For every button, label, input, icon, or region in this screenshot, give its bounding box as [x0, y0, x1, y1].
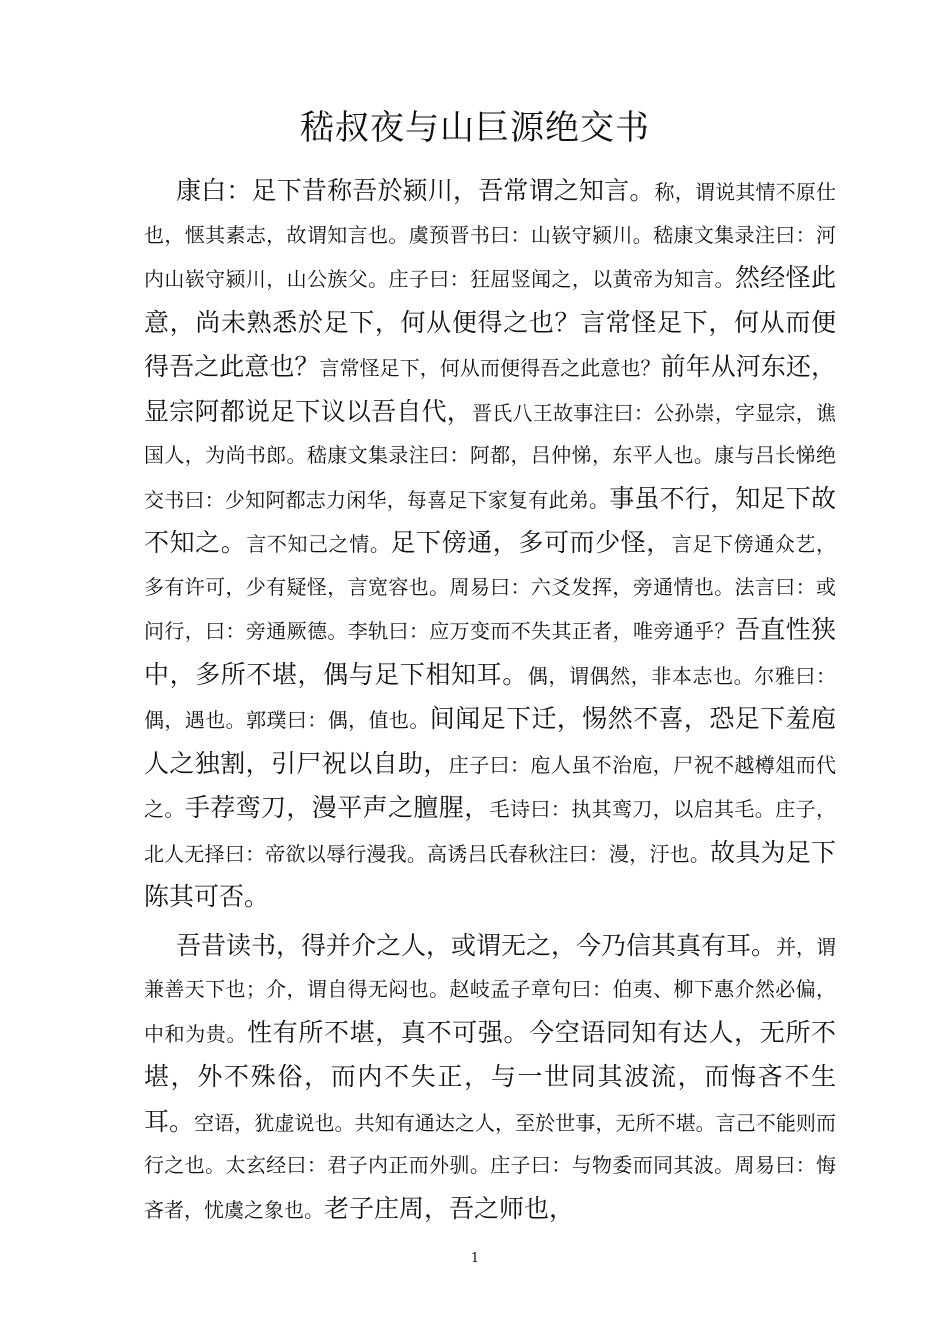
document-body — [144, 170, 836, 1236]
page-title: 嵇叔夜与山巨源绝交书 — [300, 108, 650, 148]
annotation-text: 言常怪足下，何从而便得吾之此意也？ — [319, 356, 661, 380]
annotation-text: 言足下傍通众艺，多有许可，少有疑怪，言宽容也。周易曰：六爻发挥，旁通情也。法言曰：或问行，曰：旁通厥德。李轨曰：应万变而不失其正者，唯旁通乎？ — [144, 532, 836, 643]
main-text: 事虽不行，知足下故不知之。 — [144, 483, 836, 557]
annotation-text: 偶，谓偶然，非本志也。尔雅曰：偶，遇也。郭璞曰：偶，值也。 — [144, 663, 836, 732]
page-number: 1 — [470, 1251, 480, 1266]
paragraph — [144, 170, 836, 921]
annotation-text: 并，谓兼善天下也；介，谓自得无闷也。赵岐孟子章句曰：伯夷、柳下惠介然必偏，中和为贵。 — [144, 934, 837, 1046]
annotation-text: 庄子曰：庖人虽不治庖，尸祝不越樽俎而代之。 — [144, 752, 836, 821]
annotation-text: 空语，犹虚说也。共知有通达之人，至於世事，无所不堪。言己不能则而行之也。太玄经曰：君子内正而外驯。庄子曰：与物委而同其波。周易曰：悔吝者，忧虞之象也。 — [144, 1110, 836, 1222]
main-text: 足下傍通，多可而少怪， — [390, 528, 672, 557]
main-text: 吾直性狭中，多所不堪，偶与足下相知耳。 — [144, 615, 836, 689]
annotation-text: 晋氏八王故事注曰：公孙崇，字显宗，谯国人，为尚书郎。嵇康文集录注曰：阿都，吕仲悌，东平人也。康与吕长悌绝交书曰：少知阿都志力闲华，每喜足下家复有此弟。 — [144, 400, 836, 512]
main-text: 故具为足下陈其可否。 — [144, 837, 836, 911]
main-text: 间闻足下迁，惕然不喜，恐足下羞庖人之独割，引尸祝以自助， — [144, 704, 836, 778]
main-text: 手荐鸾刀，漫平声之膻腥， — [184, 793, 490, 822]
main-text: 性有所不堪，真不可强。今空语同知有达人，无所不堪，外不殊俗，而内不失正，与一世同其波流，而悔吝不生耳。 — [144, 1017, 836, 1136]
main-text: 康白：足下昔称吾於颍川，吾常谓之知言。 — [176, 176, 655, 205]
main-text: 吾昔读书，得并介之人，或谓无之，今乃信其真有耳。 — [176, 930, 777, 960]
paragraph — [144, 925, 836, 1233]
annotation-text: 称，谓说其情不原仕也，惬其素志，故谓知言也。虞预晋书曰：山嵚守颍川。嵇康文集录注曰：河内山嵚守颍川，山公族父。庄子曰：狂屈竖闻之，以黄帝为知言。 — [144, 180, 836, 291]
main-text: 老子庄周，吾之师也， — [324, 1193, 575, 1223]
annotation-text: 毛诗曰：执其鸾刀，以启其毛。庄子，北人无择曰：帝欲以辱行漫我。高诱吕氏春秋注曰：漫，汙也。 — [144, 797, 837, 866]
annotation-text: 言不知己之情。 — [246, 532, 391, 556]
main-text: 然经怪此意，尚未熟悉於足下，何从便得之也？言常怪足下，何从而便得吾之此意也？ — [144, 263, 836, 381]
main-text: 前年从河东还，显宗阿都说足下议以吾自代， — [144, 352, 836, 426]
